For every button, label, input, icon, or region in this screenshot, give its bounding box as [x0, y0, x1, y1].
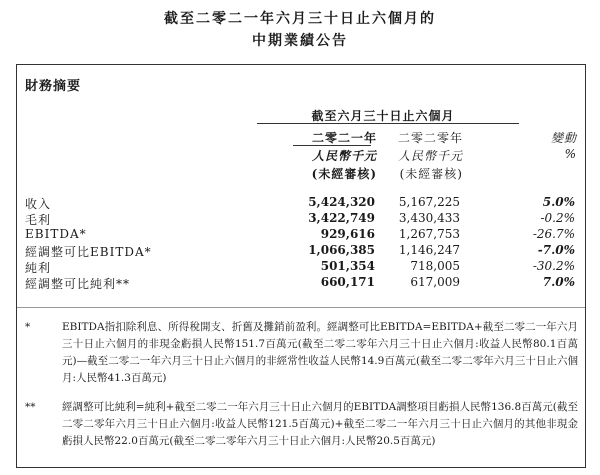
table-row: [25, 243, 575, 259]
col-2020-year: 二零二零年: [397, 131, 463, 145]
value-2020: 1,146,247: [398, 243, 460, 257]
value-change: 7.0%: [542, 275, 575, 289]
row-label: 經調整可比純利**: [25, 277, 131, 291]
table-row: [25, 275, 575, 291]
row-label: EBITDA*: [25, 227, 87, 241]
value-2021: 3,422,749: [308, 211, 375, 225]
footnote-ebitda: [25, 319, 578, 389]
col-2021-underline: [293, 145, 371, 146]
footnote-text: EBITDA指扣除利息、所得稅開支、折舊及攤銷前盈利。經調整可比EBITDA=EBITDA+截至二零二一年六月三十日止六個月的非現金虧損人民幣151.7百萬元(截至二零二零年六月三十日止六個月:收益人民幣80.1百萬元)—截至二零二一年六月三十日止六個月的非經常性收益人民幣14.9百萬元(截至二零二零年六月三十日止六個月:人民幣41.3百萬元): [62, 321, 578, 384]
table-row: [25, 259, 575, 275]
value-change: -26.7%: [532, 227, 575, 241]
summary-title: 財務摘要: [25, 79, 82, 94]
section-divider: [17, 307, 585, 308]
value-2021: 1,066,385: [308, 243, 375, 257]
col-2021-audit: (未經審核): [311, 167, 377, 181]
value-2021: 660,171: [320, 275, 375, 289]
footnote-mark: **: [25, 401, 36, 413]
period-header: 截至六月三十日止六個月: [311, 109, 455, 123]
announcement-title-line1: 截至二零二一年六月三十日止六個月的: [164, 11, 436, 27]
value-change: -7.0%: [537, 243, 575, 257]
row-label: 經調整可比EBITDA*: [25, 245, 152, 259]
value-2020: 718,005: [410, 259, 460, 273]
row-label: 純利: [25, 261, 52, 275]
value-2020: 617,009: [410, 275, 460, 289]
table-row: [25, 211, 575, 227]
value-2020: 3,430,433: [398, 211, 460, 225]
col-2020-audit: (未經審核): [399, 167, 463, 181]
footnote-mark: *: [25, 321, 31, 333]
value-2020: 1,267,753: [398, 227, 460, 241]
period-underline: [257, 123, 519, 124]
value-change: -0.2%: [540, 211, 575, 225]
col-change-label: 變動: [550, 131, 577, 145]
col-2021-year: 二零二一年: [311, 131, 377, 145]
value-2021: 929,616: [320, 227, 375, 241]
value-change: 5.0%: [542, 195, 575, 209]
value-2021: 5,424,320: [308, 195, 375, 209]
announcement-title-line2: 中期業績公告: [252, 33, 348, 49]
value-change: -30.2%: [532, 259, 575, 273]
col-2021-currency: 人民幣千元: [311, 149, 377, 163]
col-change-unit: %: [564, 147, 577, 161]
row-label: 毛利: [25, 213, 52, 227]
value-2021: 501,354: [320, 259, 375, 273]
row-label: 收入: [25, 197, 52, 211]
table-row: [25, 195, 575, 211]
financial-summary-box: [16, 64, 586, 468]
table-row: [25, 227, 575, 243]
footnote-text: 經調整可比純利=純利+截至二零二一年六月三十日止六個月的EBITDA調整項目虧損人民幣136.8百萬元(截至二零二零年六月三十日止六個月:收益人民幣121.5百萬元)+截至二零二一年六月三十日止六個月的其他非現金虧損人民幣22.0百萬元(截至二零二零年六月三十日止六個月:人民幣20.5百萬元): [62, 401, 578, 447]
col-2020-currency: 人民幣千元: [397, 149, 463, 163]
footnote-net-profit: [25, 399, 578, 467]
value-2020: 5,167,225: [398, 195, 460, 209]
